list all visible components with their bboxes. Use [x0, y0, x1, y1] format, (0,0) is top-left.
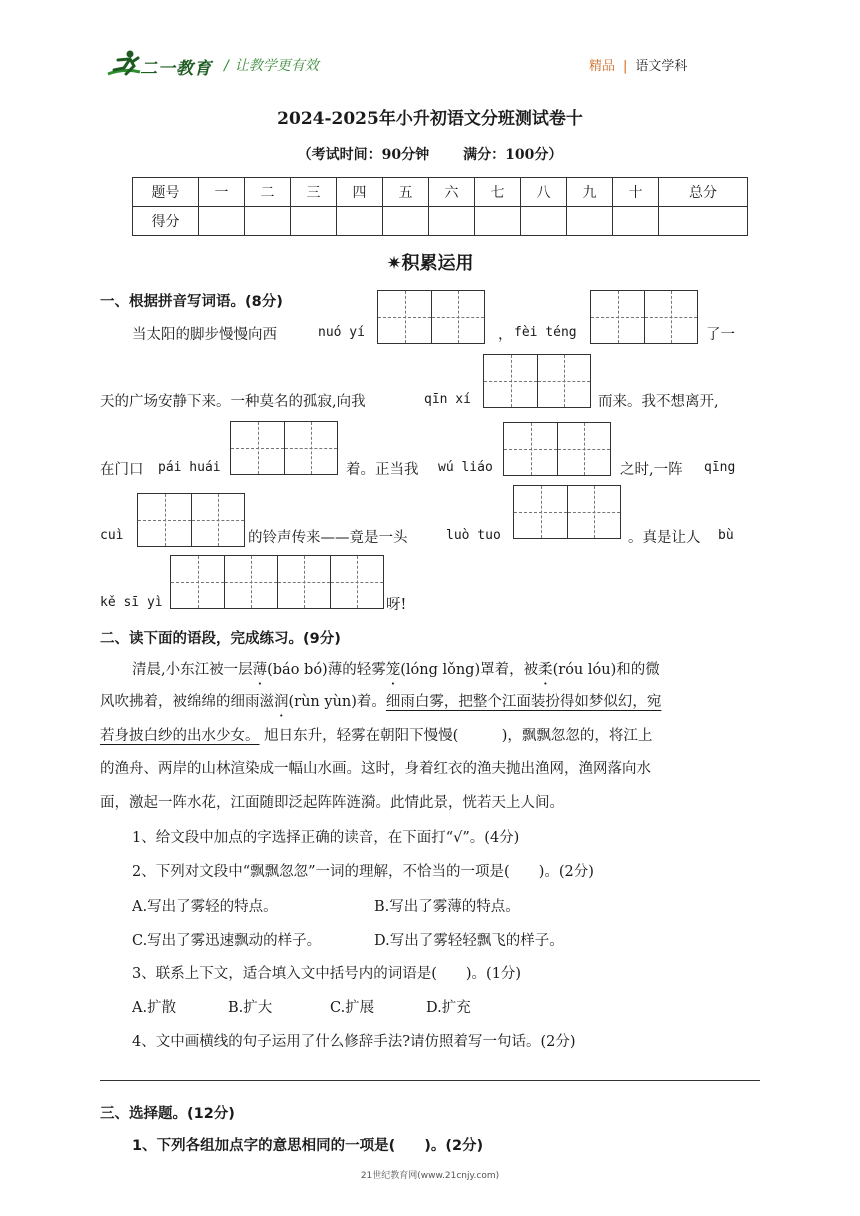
exam-full-score: 满分：100分）: [463, 147, 563, 163]
score-entry-cell[interactable]: [659, 207, 748, 236]
score-entry-cell[interactable]: [429, 207, 475, 236]
pinyin: pái huái: [158, 460, 221, 475]
option-a[interactable]: A.写出了雾轻的特点。: [132, 899, 278, 915]
table-cell: 一: [199, 178, 245, 207]
q1-text: 之时,一阵: [620, 462, 683, 478]
q1-text: 着。正当我: [346, 462, 419, 478]
score-table-header-row: [133, 178, 748, 207]
answer-line[interactable]: [100, 1080, 760, 1081]
pinyin: cuì: [100, 528, 124, 543]
passage-line: 面，激起一阵水花，江面随即泛起阵阵涟漪。此情此景，恍若天上人间。: [100, 795, 564, 811]
tianzige-answer-box[interactable]: [377, 290, 485, 344]
tianzige-answer-box[interactable]: [483, 354, 591, 408]
q2-heading: 二、读下面的语段，完成练习。(9分): [100, 631, 341, 647]
score-entry-cell[interactable]: [567, 207, 613, 236]
sub-question: 4、文中画横线的句子运用了什么修辞手法?请仿照着写一句话。(2分): [132, 1034, 576, 1050]
exam-subtitle: [0, 144, 860, 164]
option-b[interactable]: B.写出了雾薄的特点。: [374, 899, 520, 915]
option-c[interactable]: C.扩展: [330, 1000, 375, 1016]
passage-text: 旭日东升，轻雾在朝阳下慢慢( )，飘飘忽忽的，将江上: [259, 728, 653, 744]
exam-title: 2024-2025年小升初语文分班测试卷十: [277, 109, 583, 129]
passage-line: 的渔舟、两岸的山林渲染成一幅山水画。这时，身着红衣的渔夫抛出渔网，渔网落向水: [100, 761, 651, 777]
dotted-char: 笼: [385, 662, 401, 678]
underlined-sentence: 细雨白雾，把整个江面装扮得如梦似幻，宛: [385, 694, 662, 710]
table-cell: 五: [383, 178, 429, 207]
table-cell: 七: [475, 178, 521, 207]
score-entry-cell[interactable]: [291, 207, 337, 236]
passage-text: (rùn yùn)着。: [288, 694, 386, 710]
table-cell: 八: [521, 178, 567, 207]
dotted-char: 润: [274, 694, 289, 710]
dotted-char: 柔: [538, 662, 553, 678]
sub-question: 2、下列对文段中“飘飘忽忽”一词的理解，不恰当的一项是( )。(2分): [132, 864, 594, 880]
q1-text: 而来。我不想离开,: [598, 394, 719, 410]
score-entry-cell[interactable]: [199, 207, 245, 236]
table-cell: 三: [291, 178, 337, 207]
score-table-score-row: [133, 207, 748, 236]
q3-heading: 三、选择题。(12分): [100, 1106, 235, 1122]
sub-question: 3、联系上下文，适合填入文中括号内的词语是( )。(1分): [132, 966, 522, 982]
quality-badge: 精品: [589, 59, 616, 74]
score-entry-cell[interactable]: [245, 207, 291, 236]
tianzige-answer-box[interactable]: [513, 485, 621, 539]
q1-text: 在门口: [100, 462, 144, 478]
table-cell: 六: [429, 178, 475, 207]
q1-text: 的铃声传来——竟是一头: [248, 530, 408, 546]
score-entry-cell[interactable]: [521, 207, 567, 236]
q1-text: 当太阳的脚步慢慢向西: [132, 327, 277, 343]
page-footer: 21世纪教育网(www.21cnjy.com): [360, 1171, 500, 1181]
option-a[interactable]: A.扩散: [132, 1000, 177, 1016]
score-table: [132, 177, 748, 236]
pinyin: qīng: [704, 460, 736, 475]
q1-text: 天的广场安静下来。一种莫名的孤寂,向我: [100, 394, 366, 410]
underlined-sentence: 若身披白纱的出水少女。: [100, 728, 260, 744]
score-entry-cell[interactable]: [613, 207, 659, 236]
header-slogan: / 让教学更有效: [224, 58, 319, 74]
tianzige-answer-box[interactable]: [170, 555, 384, 609]
q1-text: ，: [498, 327, 513, 343]
table-cell: 十: [613, 178, 659, 207]
tianzige-answer-box[interactable]: [590, 290, 698, 344]
slogan-text: 让教学更有效: [234, 58, 319, 74]
q1-text: 。真是让人: [628, 530, 701, 546]
pinyin: bù: [718, 528, 734, 543]
table-cell: 得分: [133, 207, 199, 236]
tianzige-answer-box[interactable]: [503, 422, 611, 476]
passage-text: 风吹拂着，被绵绵的细雨滋: [100, 694, 274, 710]
table-cell: 总分: [659, 178, 748, 207]
tianzige-answer-box[interactable]: [230, 421, 338, 475]
sub-question: 1、下列各组加点字的意思相同的一项是( )。(2分): [132, 1138, 484, 1154]
table-cell: 二: [245, 178, 291, 207]
pinyin: luò tuo: [446, 528, 501, 543]
table-cell: 九: [567, 178, 613, 207]
tianzige-answer-box[interactable]: [137, 493, 245, 547]
dotted-char: 薄: [252, 662, 268, 678]
subject-label: 语文学科: [635, 59, 688, 74]
option-c[interactable]: C.写出了雾迅速飘动的样子。: [132, 933, 322, 949]
option-b[interactable]: B.扩大: [228, 1000, 273, 1016]
sub-question: 1、给文段中加点的字选择正确的读音，在下面打“√”。(4分): [132, 830, 520, 846]
pinyin: qīn xí: [424, 392, 471, 407]
pinyin: kě sī yì: [100, 595, 163, 610]
option-d[interactable]: D.写出了雾轻轻飘飞的样子。: [374, 933, 564, 949]
passage-text: (báo bó)薄的轻雾: [267, 662, 386, 678]
option-d[interactable]: D.扩充: [426, 1000, 471, 1016]
section-heading: ✷积累运用: [386, 253, 474, 274]
pinyin: fèi téng: [514, 325, 577, 340]
score-entry-cell[interactable]: [383, 207, 429, 236]
q1-text: 了一: [706, 327, 735, 343]
passage-line: [100, 726, 652, 746]
passage-text: 清晨,小东江被一层: [132, 662, 253, 678]
passage-line: [132, 660, 660, 680]
q1-text: 呀!: [386, 597, 407, 613]
passage-text: (lóng lǒng)罩着，被: [400, 662, 539, 678]
pinyin: nuó yí: [318, 325, 365, 340]
q1-heading: 一、根据拼音写词语。(8分): [100, 294, 283, 310]
passage-line: [100, 692, 661, 712]
table-cell: 四: [337, 178, 383, 207]
table-cell: 题号: [133, 178, 199, 207]
passage-text: (róu lóu)和的微: [552, 662, 660, 678]
page-header: [0, 0, 860, 90]
pinyin: wú liáo: [438, 460, 493, 475]
logo-text: 二一教育: [140, 59, 212, 79]
exam-time: （考试时间：90分钟: [297, 147, 430, 163]
header-right: 精品 | 语文学科: [589, 59, 688, 74]
score-entry-cell[interactable]: [475, 207, 521, 236]
score-entry-cell[interactable]: [337, 207, 383, 236]
